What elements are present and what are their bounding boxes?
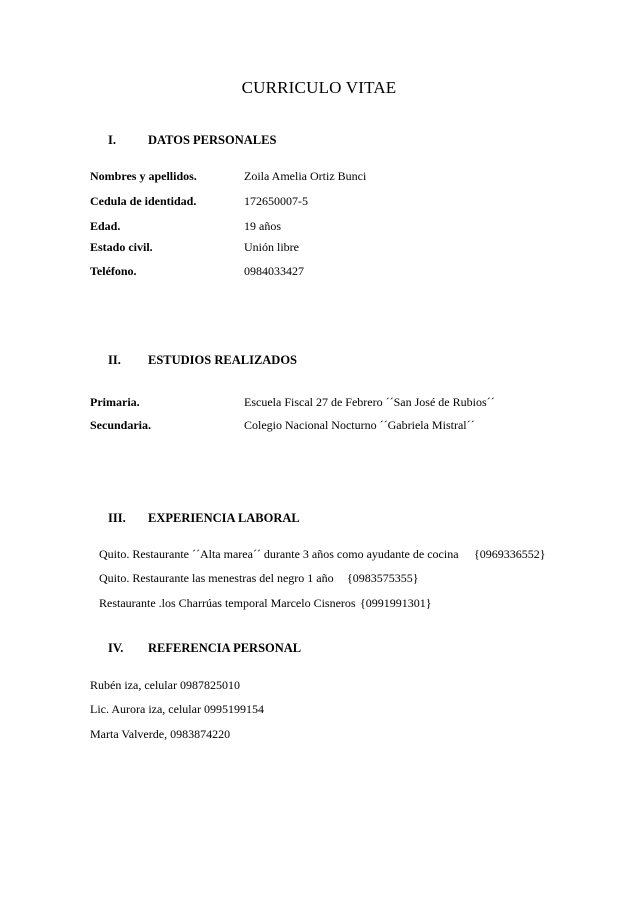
field-label: Estado civil.: [90, 240, 153, 254]
section-title: ESTUDIOS REALIZADOS: [148, 353, 298, 367]
field-value: Unión libre: [244, 240, 299, 254]
section-number: I.: [108, 133, 116, 147]
experience-item: Restaurante .los Charrúas temporal Marcelo Cisneros: [99, 596, 356, 610]
experience-phone: {0991991301}: [360, 596, 432, 610]
experience-phone: {0969336552}: [474, 547, 546, 561]
field-label: Edad.: [90, 219, 121, 233]
field-value: 172650007-5: [244, 194, 308, 208]
section-title: EXPERIENCIA LABORAL: [148, 511, 300, 525]
document-title: CURRICULO VITAE: [241, 78, 397, 97]
experience-item: Quito. Restaurante ´´Alta marea´´ durante 3 años como ayudante de cocina: [99, 547, 459, 561]
field-label: Teléfono.: [90, 264, 137, 278]
reference-item: Lic. Aurora iza, celular 0995199154: [90, 702, 264, 716]
field-label: Primaria.: [90, 395, 140, 409]
section-number: IV.: [108, 641, 124, 655]
experience-item: Quito. Restaurante las menestras del negro 1 año: [99, 571, 334, 585]
experience-phone: {0983575355}: [347, 571, 419, 585]
field-value: 19 años: [244, 219, 281, 233]
field-label: Cedula de identidad.: [90, 194, 197, 208]
section-number: III.: [108, 511, 126, 525]
field-value: Zoila Amelia Ortiz Bunci: [244, 169, 367, 183]
section-title: REFERENCIA PERSONAL: [148, 641, 302, 655]
field-value: Escuela Fiscal 27 de Febrero ´´San José de Rubios´´: [244, 395, 495, 409]
field-label: Nombres y apellidos.: [90, 169, 197, 183]
section-title: DATOS PERSONALES: [148, 133, 277, 147]
field-label: Secundaria.: [90, 418, 152, 432]
reference-item: Marta Valverde, 0983874220: [90, 727, 231, 741]
reference-item: Rubén iza, celular 0987825010: [90, 678, 240, 692]
section-number: II.: [108, 353, 121, 367]
field-value: 0984033427: [244, 264, 304, 278]
field-value: Colegio Nacional Nocturno ´´Gabriela Mistral´´: [244, 418, 475, 432]
